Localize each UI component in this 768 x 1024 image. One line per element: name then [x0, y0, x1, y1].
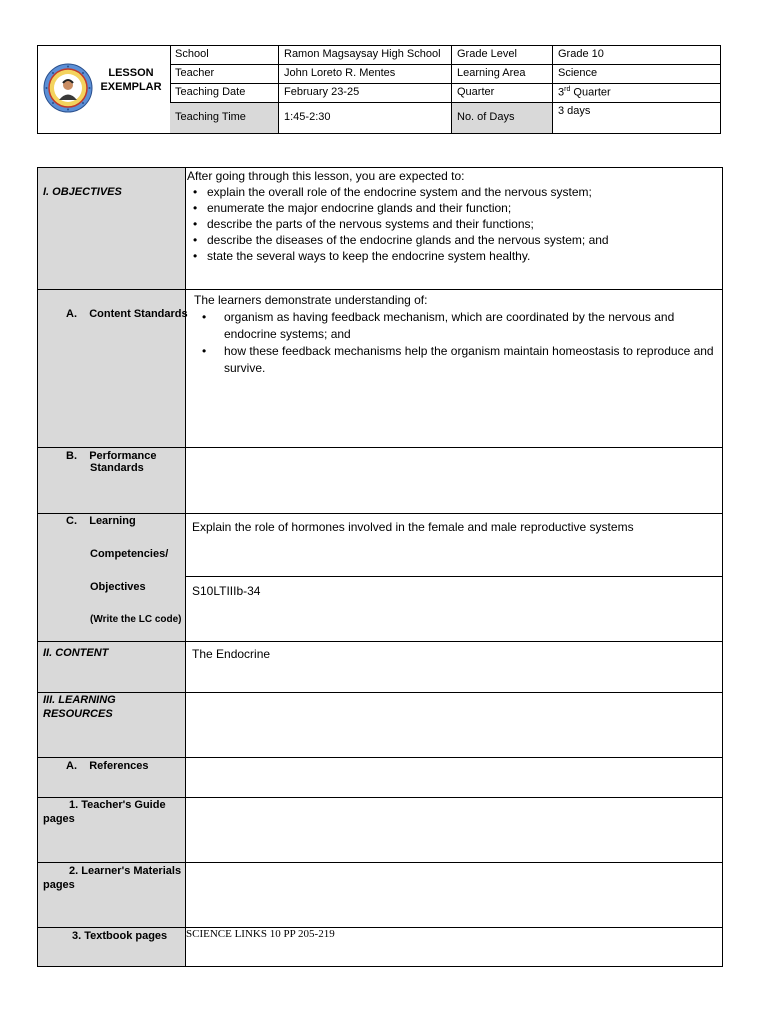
learning-area-value: Science — [553, 65, 720, 84]
quarter-label: Quarter — [452, 84, 553, 103]
content-label: II. CONTENT — [38, 642, 186, 693]
teaching-time-label: Teaching Time — [170, 103, 279, 133]
list-item: • describe the diseases of the endocrine glands and the nervous system; and — [187, 232, 718, 248]
learning-area-label: Learning Area — [452, 65, 553, 84]
list-item: • enumerate the major endocrine glands and their function; — [187, 200, 718, 216]
learning-resources-content — [186, 693, 722, 758]
references-label: A. References — [38, 758, 186, 798]
lesson-header — [37, 45, 721, 134]
learning-competency-text: Explain the role of hormones involved in the female and male reproductive systems — [186, 514, 722, 577]
learners-materials-content — [186, 863, 722, 928]
references-content — [186, 758, 722, 798]
list-item: • state the several ways to keep the endocrine system healthy. — [187, 248, 718, 264]
objectives-list — [187, 184, 718, 264]
textbook-label: 3. Textbook pages — [38, 928, 186, 966]
content-standards-label: A. Content Standards — [38, 290, 186, 448]
teachers-guide-label: 1. Teacher's Guide pages — [38, 798, 186, 863]
lc-code: S10LTIIIb-34 — [186, 577, 722, 642]
teaching-date-label: Teaching Date — [170, 84, 279, 103]
content-value: The Endocrine — [186, 642, 722, 693]
performance-standards-content — [186, 448, 722, 514]
lesson-exemplar-title: LESSON EXEMPLAR — [100, 67, 162, 93]
quarter-value: 3rd Quarter — [553, 84, 720, 103]
school-value: Ramon Magsaysay High School — [279, 46, 452, 65]
teaching-date-value: February 23-25 — [279, 84, 452, 103]
grade-level-value: Grade 10 — [553, 46, 720, 65]
learners-materials-label: 2. Learner's Materials pages — [38, 863, 186, 928]
list-item: • how these feedback mechanisms help the organism maintain homeostasis to reproduce and survive. — [194, 343, 714, 377]
lesson-table — [37, 167, 723, 967]
learning-competencies-label: C. Learning Competencies/ Objectives (Write the LC code) — [38, 514, 186, 642]
list-item: • organism as having feedback mechanism, which are coordinated by the nervous and endocrine systems; and — [194, 309, 714, 343]
objectives-content — [186, 168, 722, 290]
no-of-days-label: No. of Days — [452, 103, 553, 133]
teacher-value: John Loreto R. Mentes — [279, 65, 452, 84]
list-item: • describe the parts of the nervous systems and their functions; — [187, 216, 718, 232]
teacher-label: Teacher — [170, 65, 279, 84]
teaching-time-value: 1:45-2:30 — [279, 103, 452, 133]
objectives-label: I. OBJECTIVES — [38, 168, 186, 290]
content-standards-content — [186, 290, 722, 448]
logo-cell — [38, 46, 171, 133]
content-standards-list — [194, 309, 714, 377]
content-standards-intro: The learners demonstrate understanding of: — [194, 293, 428, 307]
learning-resources-label: III. LEARNING RESOURCES — [38, 693, 186, 758]
school-label: School — [170, 46, 279, 65]
teachers-guide-content — [186, 798, 722, 863]
objectives-intro: After going through this lesson, you are expected to: — [187, 169, 465, 183]
school-seal-icon — [43, 63, 93, 113]
performance-standards-label: B. Performance Standards — [38, 448, 186, 514]
no-of-days-value: 3 days — [558, 105, 591, 117]
textbook-value: SCIENCE LINKS 10 PP 205-219 — [186, 928, 335, 940]
grade-level-label: Grade Level — [452, 46, 553, 65]
list-item: • explain the overall role of the endocrine system and the nervous system; — [187, 184, 718, 200]
